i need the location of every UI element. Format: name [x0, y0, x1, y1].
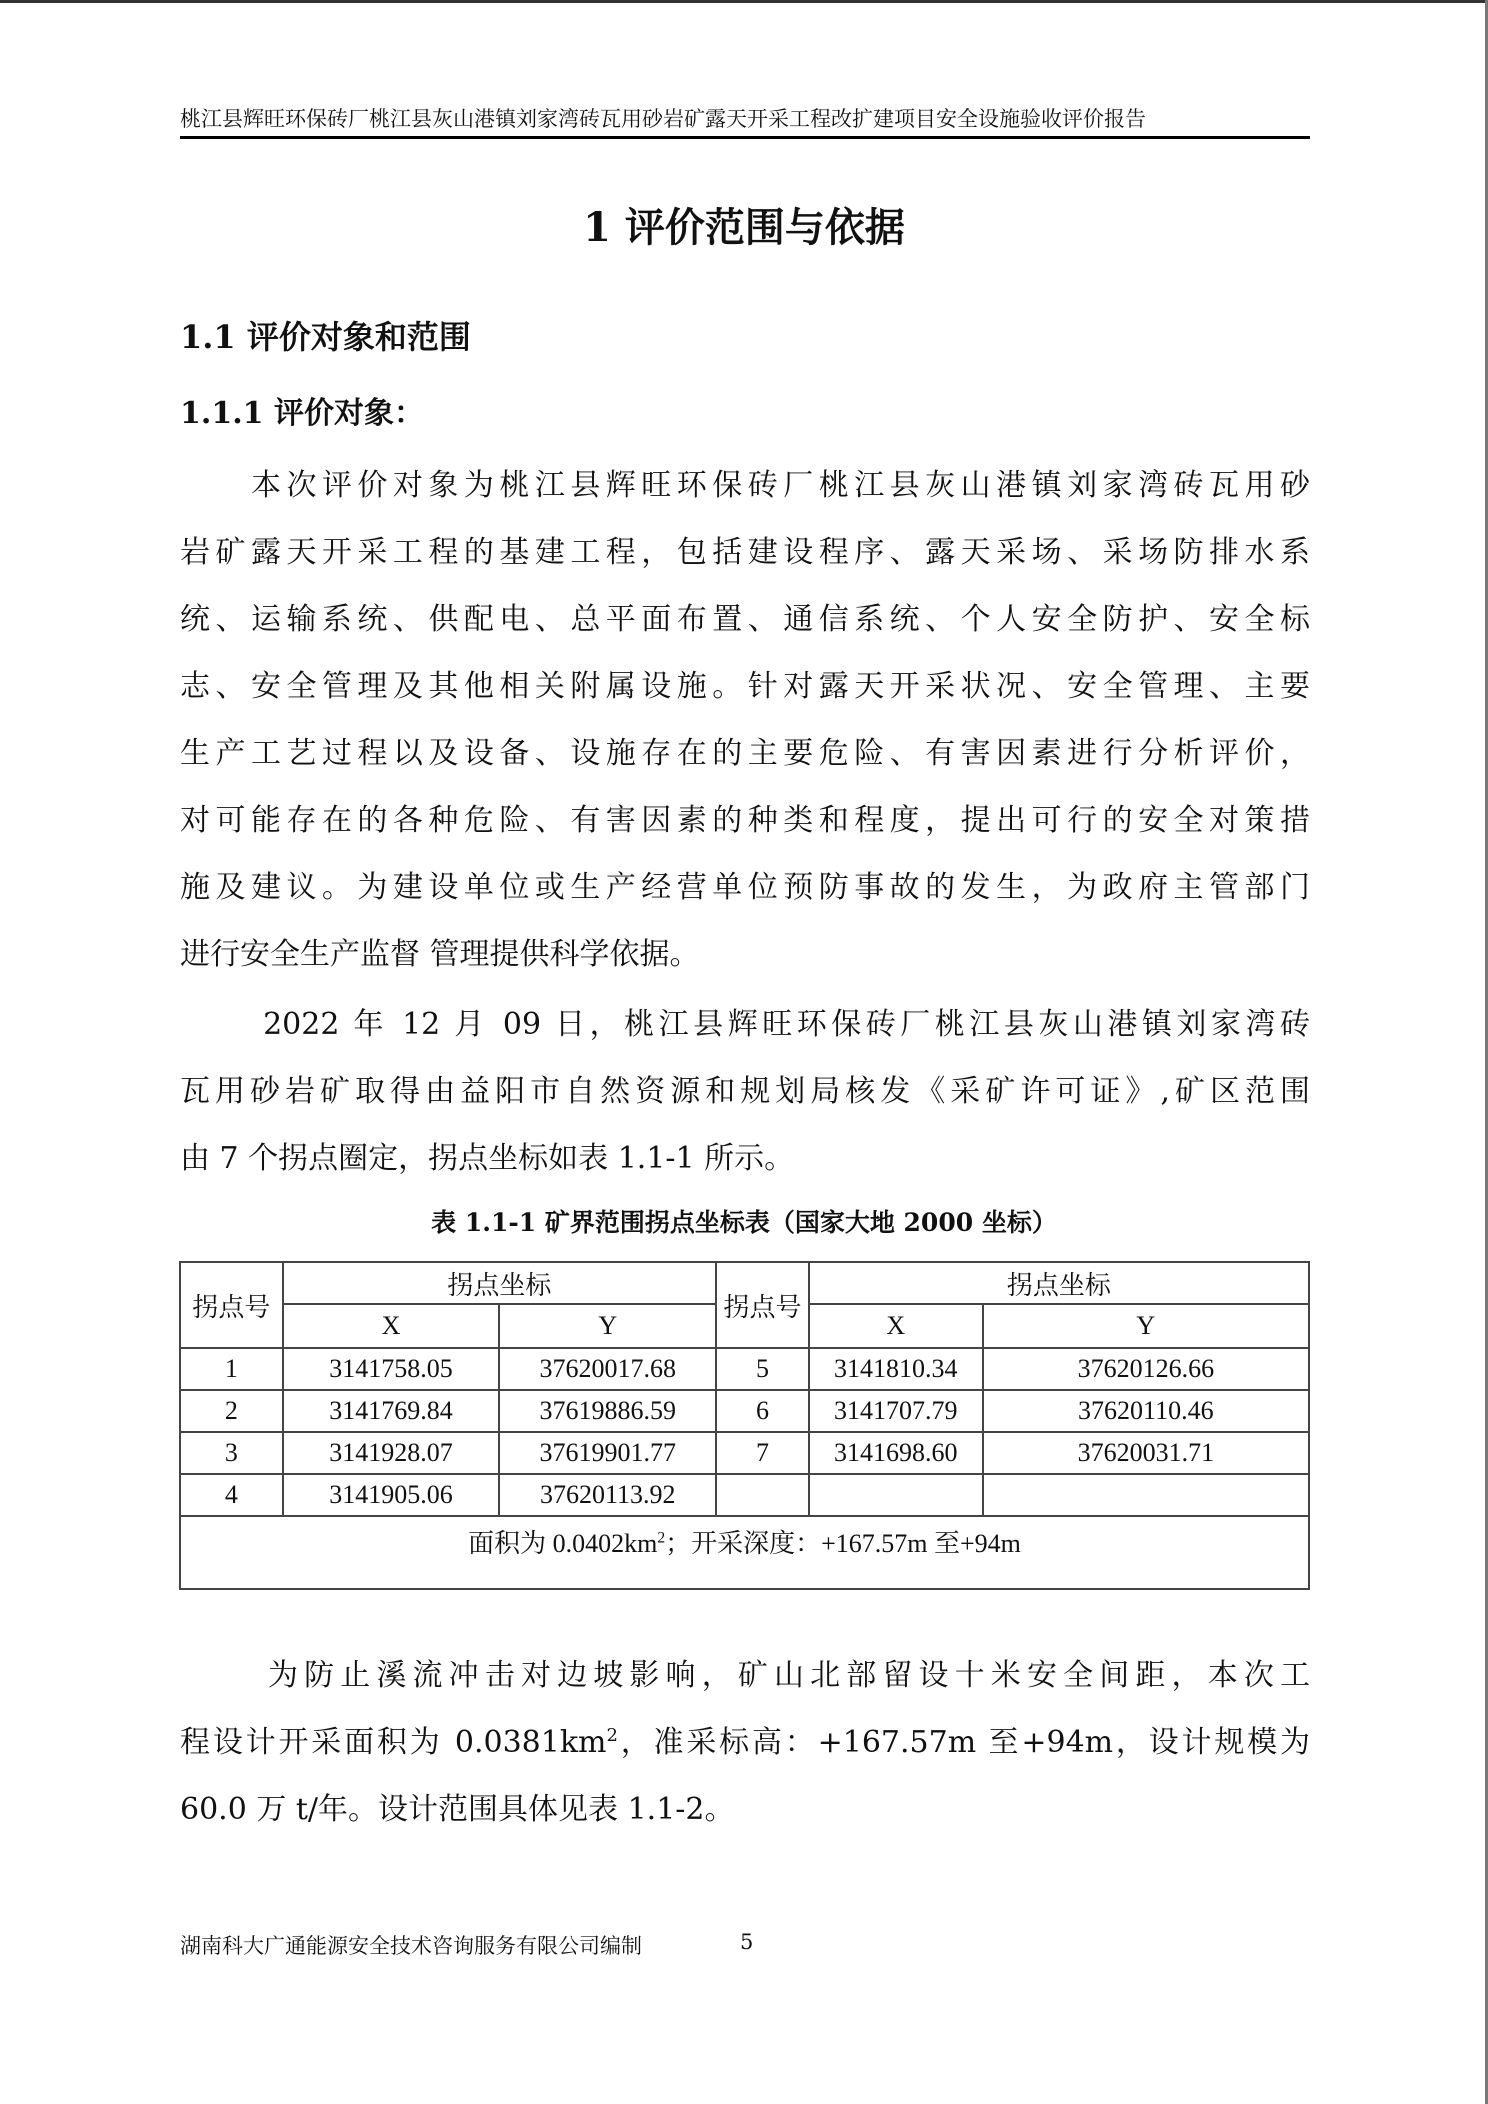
paragraph-line	[180, 1709, 1310, 1776]
cell-x: 3141707.79	[809, 1390, 983, 1432]
table-row	[180, 1348, 1309, 1390]
cell-y: 37620110.46	[983, 1390, 1309, 1432]
table-caption: 表 1.1-1 矿界范围拐点坐标表（国家大地 2000 坐标）	[431, 1208, 1057, 1237]
header-coordinates: 拐点坐标	[283, 1262, 716, 1304]
page-number: 5	[740, 1930, 754, 1954]
page-border-top	[0, 0, 1488, 3]
cell-x: 3141928.07	[283, 1432, 500, 1474]
paragraph-line: 本次评价对象为桃江县辉旺环保砖厂桃江县灰山港镇刘家湾砖瓦用砂	[180, 468, 1310, 503]
cell-point-no: 1	[180, 1348, 283, 1390]
paragraph-line: 瓦用砂岩矿取得由益阳市自然资源和规划局核发《采矿许可证》,矿区范围	[180, 1074, 1310, 1109]
paragraph-design-scope	[180, 1642, 1310, 1843]
header-rule	[180, 136, 1310, 139]
line-text: 60.0 万 t/年。设计范围具体见表 1.1-2。	[180, 1792, 735, 1827]
cell-y: 37620113.92	[499, 1474, 716, 1516]
boundary-coordinates-table	[179, 1261, 1310, 1590]
paragraph-line: 生产工艺过程以及设备、设施存在的主要危险、有害因素进行分析评价，	[180, 736, 1310, 771]
cell-y: 37619886.59	[499, 1390, 716, 1432]
cell-y	[983, 1474, 1309, 1516]
paragraph-line: 统、运输系统、供配电、总平面布置、通信系统、个人安全防护、安全标	[180, 602, 1310, 637]
table-summary-row	[180, 1516, 1309, 1589]
paragraph-evaluation-object	[180, 452, 1310, 988]
cell-x: 3141698.60	[809, 1432, 983, 1474]
line-text: 程设计开采面积为 0.0381km	[180, 1725, 607, 1760]
cell-x	[809, 1474, 983, 1516]
paragraph-mining-license	[180, 991, 1310, 1192]
cell-y: 37620126.66	[983, 1348, 1309, 1390]
header-y: Y	[499, 1304, 716, 1348]
cell-x: 3141769.84	[283, 1390, 500, 1432]
cell-point-no	[716, 1474, 809, 1516]
running-header: 桃江县辉旺环保砖厂桃江县灰山港镇刘家湾砖瓦用砂岩矿露天开采工程改扩建项目安全设施验收评价报告	[180, 107, 1146, 131]
cell-point-no: 3	[180, 1432, 283, 1474]
subsection-heading: 1.1.1 评价对象：	[180, 396, 424, 431]
cell-y: 37619901.77	[499, 1432, 716, 1474]
cell-point-no: 7	[716, 1432, 809, 1474]
page-footer	[180, 1930, 754, 1960]
summary-text: 面积为 0.0402km	[468, 1529, 658, 1558]
header-coordinates: 拐点坐标	[809, 1262, 1309, 1304]
area-depth-summary	[180, 1516, 1309, 1589]
paragraph-line: 2022 年 12 月 09 日，桃江县辉旺环保砖厂桃江县灰山港镇刘家湾砖	[180, 1007, 1310, 1042]
summary-superscript: 2	[657, 1529, 666, 1547]
cell-point-no: 4	[180, 1474, 283, 1516]
header-y: Y	[983, 1304, 1309, 1348]
chapter-title: 1 评价范围与依据	[583, 204, 905, 251]
summary-text: ；开采深度：+167.57m 至+94m	[665, 1529, 1021, 1558]
line-text: ，准采标高：+167.57m 至+94m，设计规模为	[617, 1725, 1310, 1760]
header-x: X	[809, 1304, 983, 1348]
header-x: X	[283, 1304, 500, 1348]
paragraph-line: 对可能存在的各种危险、有害因素的种类和程度，提出可行的安全对策措	[180, 803, 1310, 838]
section-heading: 1.1 评价对象和范围	[180, 318, 471, 356]
superscript: 2	[606, 1725, 618, 1746]
cell-x: 3141810.34	[809, 1348, 983, 1390]
table-header-row	[180, 1262, 1309, 1304]
cell-point-no: 6	[716, 1390, 809, 1432]
cell-y: 37620017.68	[499, 1348, 716, 1390]
paragraph-line: 施及建议。为建设单位或生产经营单位预防事故的发生，为政府主管部门	[180, 870, 1310, 905]
cell-point-no: 5	[716, 1348, 809, 1390]
paragraph-line	[180, 1776, 1310, 1843]
table-row	[180, 1432, 1309, 1474]
paragraph-line	[180, 1642, 1310, 1709]
paragraph-line: 由 7 个拐点圈定，拐点坐标如表 1.1-1 所示。	[180, 1141, 795, 1176]
cell-y: 37620031.71	[983, 1432, 1309, 1474]
cell-x: 3141758.05	[283, 1348, 500, 1390]
paragraph-line: 岩矿露天开采工程的基建工程，包括建设程序、露天采场、采场防排水系	[180, 535, 1310, 570]
cell-point-no: 2	[180, 1390, 283, 1432]
table-row	[180, 1390, 1309, 1432]
paragraph-line: 志、安全管理及其他相关附属设施。针对露天开采状况、安全管理、主要	[180, 669, 1310, 704]
cell-x: 3141905.06	[283, 1474, 500, 1516]
paragraph-line: 进行安全生产监督 管理提供科学依据。	[180, 937, 700, 972]
header-point-number: 拐点号	[180, 1262, 283, 1348]
header-point-number: 拐点号	[716, 1262, 809, 1348]
footer-company: 湖南科大广通能源安全技术咨询服务有限公司编制	[180, 1934, 642, 1958]
table-row	[180, 1474, 1309, 1516]
line-text: 为防止溪流冲击对边坡影响，矿山北部留设十米安全间距，本次工	[180, 1658, 1310, 1693]
